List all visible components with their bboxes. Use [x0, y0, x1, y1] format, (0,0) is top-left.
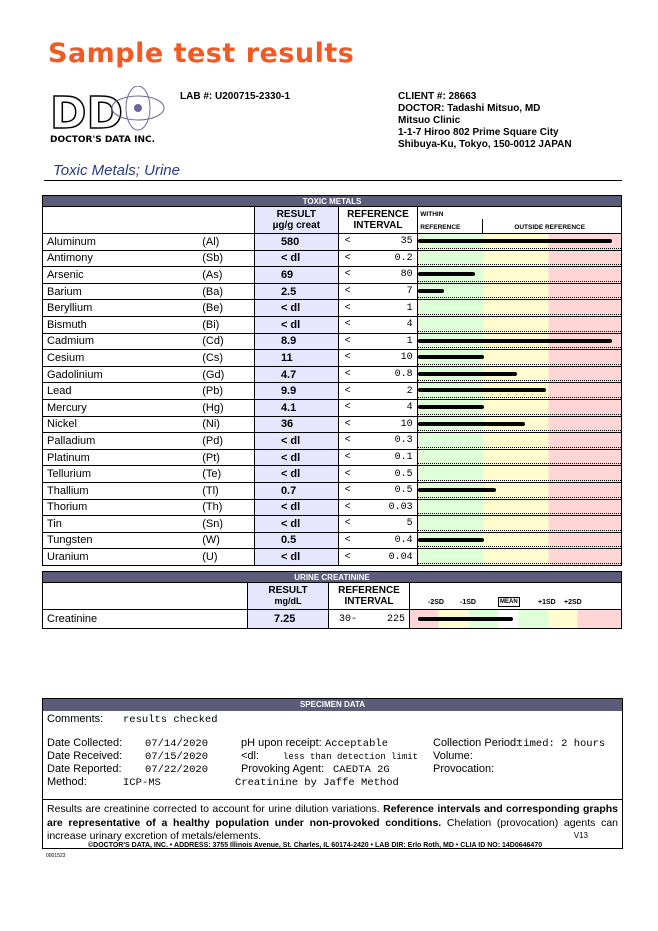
ref-operator: <: [344, 319, 351, 331]
analyte-name: Cesium: [43, 350, 203, 367]
table-row: [43, 333, 622, 350]
analyte-reference: [338, 499, 418, 516]
ref-operator: <: [344, 402, 351, 414]
result-graph: [418, 516, 622, 533]
analyte-name: Cadmium: [43, 333, 203, 350]
ref-value: 0.3: [394, 435, 413, 447]
clinic-name: Mitsuo Clinic: [398, 115, 461, 126]
analyte-result: 7.25: [248, 610, 329, 629]
table-row: [43, 499, 622, 516]
ref-operator: <: [344, 468, 351, 480]
result-bar: [418, 388, 546, 392]
table-row: [43, 416, 622, 433]
specimen-notes: [43, 800, 622, 848]
result-graph: [418, 316, 622, 333]
analyte-reference: [338, 383, 418, 400]
analyte-symbol: (Pb): [202, 383, 254, 400]
ref-operator: <: [344, 385, 351, 397]
analyte-result: 69: [254, 267, 338, 284]
comments-value: results checked: [123, 714, 218, 726]
graph-dotted-line: [418, 480, 621, 481]
note-part-a: Results are creatinine corrected to account for urine dilution variations.: [47, 803, 384, 815]
ref-value: 2: [406, 385, 413, 397]
result-column-header: [254, 207, 338, 234]
graph-dotted-line: [418, 380, 621, 381]
analyte-reference: [338, 316, 418, 333]
creatinine-graph: [410, 610, 622, 629]
table-row: [43, 532, 622, 549]
result-bar: [418, 617, 513, 621]
cr-unit: mg/dL: [274, 596, 302, 606]
ref-operator: <: [344, 252, 351, 264]
table-row: [43, 549, 622, 566]
analyte-symbol: (As): [202, 267, 254, 284]
agent-value: CAEDTA 2G: [333, 764, 390, 776]
result-bar: [418, 488, 496, 492]
result-graph: [418, 416, 622, 433]
analyte-symbol: (Pt): [202, 449, 254, 466]
page-title: Sample test results: [48, 38, 355, 69]
analyte-symbol: (Tl): [202, 482, 254, 499]
analyte-result: 580: [254, 234, 338, 251]
analyte-symbol: (Te): [202, 466, 254, 483]
analyte-name: Uranium: [43, 549, 203, 566]
result-graph: [418, 482, 622, 499]
analyte-name: Tin: [43, 516, 203, 533]
comments-label: Comments:: [47, 713, 104, 725]
analyte-result: 0.7: [254, 482, 338, 499]
analyte-result: < dl: [254, 499, 338, 516]
table-row: [43, 234, 622, 251]
analyte-result: 4.1: [254, 399, 338, 416]
table-row: [43, 399, 622, 416]
received-label: Date Received:: [47, 750, 123, 762]
sd-minus-1: -1SD: [460, 599, 476, 606]
graph-column-header: [418, 207, 622, 234]
address-line-2: Shibuya-Ku, Tokyo, 150-0012 JAPAN: [398, 139, 572, 150]
lab-number: LAB #: U200715-2330-1: [180, 91, 291, 102]
analyte-reference: [338, 350, 418, 367]
ref-value: 10: [400, 418, 413, 430]
ref-value: 0.4: [394, 534, 413, 546]
result-bar: [418, 538, 484, 542]
ref-value: 1: [406, 302, 413, 314]
table-row: [43, 449, 622, 466]
method-value: ICP-MS: [123, 777, 161, 789]
ref-operator: <: [344, 518, 351, 530]
blank-header-cell: [43, 207, 255, 234]
analyte-result: < dl: [254, 466, 338, 483]
ref-operator: <: [344, 236, 351, 248]
outside-reference-label: OUTSIDE REFERENCE: [514, 224, 586, 231]
result-label: RESULT: [276, 209, 316, 220]
cr-result-label: RESULT: [268, 585, 308, 596]
analyte-result: < dl: [254, 433, 338, 450]
analyte-name: Palladium: [43, 433, 203, 450]
analyte-symbol: (Ba): [202, 283, 254, 300]
table-row: [43, 350, 622, 367]
analyte-symbol: (Sb): [202, 250, 254, 267]
ref-value: 80: [400, 269, 413, 281]
graph-dotted-line: [418, 546, 621, 547]
table-row: [43, 316, 622, 333]
ref-value: 1: [406, 335, 413, 347]
analyte-result: < dl: [254, 316, 338, 333]
ref-value: 0.2: [394, 252, 413, 264]
ref-high: 225: [386, 613, 405, 625]
toxic-metals-header: TOXIC METALS: [43, 196, 622, 207]
result-graph: [418, 366, 622, 383]
analyte-name: Aluminum: [43, 234, 203, 251]
cr-reference-header: [329, 583, 410, 610]
doctor-name: DOCTOR: Tadashi Mitsuo, MD: [398, 103, 541, 114]
creatinine-header: URINE CREATININE: [43, 572, 622, 583]
analyte-symbol: (Bi): [202, 316, 254, 333]
ref-value: 4: [406, 402, 413, 414]
section-divider: [44, 180, 622, 181]
client-block: [398, 91, 572, 151]
analyte-result: < dl: [254, 300, 338, 317]
reported-label: Date Reported:: [47, 763, 122, 775]
ref-value: 0.8: [394, 369, 413, 381]
result-bar: [418, 355, 484, 359]
graph-dotted-line: [418, 264, 621, 265]
ref-value: 0.04: [388, 551, 413, 563]
ref-operator: <: [344, 269, 351, 281]
analyte-reference: [338, 366, 418, 383]
graph-dotted-line: [418, 447, 621, 448]
creatinine-row: [43, 610, 622, 629]
sd-scale-header: [410, 583, 622, 610]
result-graph: [418, 449, 622, 466]
analyte-result: 8.9: [254, 333, 338, 350]
ref-operator: <: [344, 352, 351, 364]
collected-value: 07/14/2020: [145, 738, 209, 750]
analyte-name: Arsenic: [43, 267, 203, 284]
analyte-reference: [338, 449, 418, 466]
analyte-name: Tungsten: [43, 532, 203, 549]
table-row: [43, 516, 622, 533]
analyte-result: 11: [254, 350, 338, 367]
analyte-name: Beryllium: [43, 300, 203, 317]
analyte-result: 4.7: [254, 366, 338, 383]
ref-value: 35: [400, 236, 413, 248]
ref-operator: <: [344, 302, 351, 314]
analyte-symbol: (Al): [202, 234, 254, 251]
provocation-label: Provocation:: [433, 763, 495, 775]
result-graph: [418, 250, 622, 267]
analyte-name: Mercury: [43, 399, 203, 416]
analyte-name: Gadolinium: [43, 366, 203, 383]
analyte-result: 2.5: [254, 283, 338, 300]
collected-label: Date Collected:: [47, 737, 123, 749]
ref-value: 5: [406, 518, 413, 530]
graph-dotted-line: [418, 397, 621, 398]
graph-dotted-line: [418, 414, 621, 415]
interval-label: INTERVAL: [353, 220, 403, 231]
result-graph: [418, 283, 622, 300]
analyte-reference: [329, 610, 410, 629]
analyte-name: Tellurium: [43, 466, 203, 483]
analyte-reference: [338, 466, 418, 483]
table-row: [43, 366, 622, 383]
result-bar: [418, 405, 484, 409]
ref-value: 0.03: [388, 501, 413, 513]
svg-text:DD: DD: [50, 88, 124, 139]
sd-minus-2: -2SD: [428, 599, 444, 606]
analyte-reference: [338, 482, 418, 499]
analyte-reference: [338, 250, 418, 267]
cr-result-header: [248, 583, 329, 610]
table-row: [43, 482, 622, 499]
analyte-reference: [338, 267, 418, 284]
graph-dotted-line: [418, 364, 621, 365]
analyte-symbol: (Be): [202, 300, 254, 317]
graph-dotted-line: [418, 430, 621, 431]
result-bar: [418, 272, 474, 276]
ref-value: 7: [406, 286, 413, 298]
specimen-header: SPECIMEN DATA: [43, 699, 622, 711]
sd-plus-2: +2SD: [564, 599, 582, 606]
analyte-reference: [338, 399, 418, 416]
ref-operator: <: [344, 452, 351, 464]
analyte-symbol: (U): [202, 549, 254, 566]
table-row: [43, 383, 622, 400]
method-label: Method:: [47, 776, 87, 788]
analyte-symbol: (Gd): [202, 366, 254, 383]
dl-value: less than detection limit: [283, 752, 419, 762]
analyte-reference: [338, 549, 418, 566]
graph-dotted-line: [418, 513, 621, 514]
result-graph: [418, 532, 622, 549]
analyte-symbol: (Ni): [202, 416, 254, 433]
analyte-reference: [338, 333, 418, 350]
graph-dotted-line: [418, 347, 621, 348]
sd-mean: MEAN: [500, 599, 518, 605]
analyte-symbol: (Hg): [202, 399, 254, 416]
creatinine-method: Creatinine by Jaffe Method: [235, 777, 399, 789]
client-number: CLIENT #: 28663: [398, 91, 477, 102]
analyte-result: < dl: [254, 449, 338, 466]
result-graph: [418, 333, 622, 350]
result-graph: [418, 267, 622, 284]
result-graph: [418, 234, 622, 251]
analyte-symbol: (Sn): [202, 516, 254, 533]
result-graph: [418, 549, 622, 566]
graph-header-divider: [482, 219, 483, 233]
blank-header-cell: [43, 583, 248, 610]
table-row: [43, 433, 622, 450]
reported-value: 07/22/2020: [145, 764, 209, 776]
ref-operator: <: [344, 418, 351, 430]
analyte-reference: [338, 532, 418, 549]
result-bar: [418, 289, 443, 293]
result-graph: [418, 466, 622, 483]
graph-dotted-line: [418, 331, 621, 332]
ref-value: 0.5: [394, 485, 413, 497]
result-graph: [418, 300, 622, 317]
graph-dotted-line: [418, 281, 621, 282]
graph-dotted-line: [418, 248, 621, 249]
result-bar: [418, 339, 612, 343]
graph-dotted-line: [418, 463, 621, 464]
ref-operator: <: [344, 551, 351, 563]
toxic-metals-table: [42, 195, 622, 566]
table-row: [43, 267, 622, 284]
table-row: [43, 300, 622, 317]
analyte-name: Lead: [43, 383, 203, 400]
analyte-name: Platinum: [43, 449, 203, 466]
analyte-reference: [338, 416, 418, 433]
graph-dotted-line: [418, 314, 621, 315]
analyte-result: 0.5: [254, 532, 338, 549]
result-bar: [418, 422, 525, 426]
ref-operator: <: [344, 485, 351, 497]
dl-label: <dl:: [241, 750, 260, 762]
ph-value: Acceptable: [325, 738, 389, 750]
analyte-result: < dl: [254, 516, 338, 533]
specimen-data-box: [42, 698, 623, 849]
analyte-name: Thorium: [43, 499, 203, 516]
reference-label: REFERENCE: [347, 209, 409, 220]
received-value: 07/15/2020: [145, 751, 209, 763]
graph-dotted-line: [418, 297, 621, 298]
note-part-b: Reference intervals and corresponding graphs are representative of a healthy population under non-provoked conditions.: [47, 803, 618, 829]
analyte-reference: [338, 234, 418, 251]
analyte-symbol: (W): [202, 532, 254, 549]
ph-label: pH upon receipt:: [241, 737, 322, 749]
analyte-result: 36: [254, 416, 338, 433]
analyte-name: Bismuth: [43, 316, 203, 333]
result-graph: [418, 383, 622, 400]
result-graph: [418, 499, 622, 516]
creatinine-table: [42, 571, 622, 629]
page-code: 0001523: [46, 853, 66, 859]
ref-value: 0.5: [394, 468, 413, 480]
analyte-symbol: (Th): [202, 499, 254, 516]
analyte-symbol: (Cd): [202, 333, 254, 350]
note-part-c: Chelation (provocation) agents can increase urinary excretion of metals/elements.: [47, 816, 619, 842]
table-row: [43, 466, 622, 483]
analyte-name: Thallium: [43, 482, 203, 499]
result-graph: [418, 433, 622, 450]
within-label: WITHIN: [420, 211, 444, 218]
address-line-1: 1-1-7 Hiroo 802 Prime Square City: [398, 127, 559, 138]
sd-plus-1: +1SD: [538, 599, 556, 606]
result-bar: [418, 372, 517, 376]
period-label: Collection Period:: [433, 737, 520, 749]
analyte-reference: [338, 300, 418, 317]
table-row: [43, 250, 622, 267]
ref-operator: <: [344, 435, 351, 447]
version: V13: [573, 831, 588, 840]
analyte-name: Barium: [43, 283, 203, 300]
analyte-name: Antimony: [43, 250, 203, 267]
ref-operator: <: [344, 534, 351, 546]
section-title: Toxic Metals; Urine: [53, 162, 180, 179]
ref-operator: <: [344, 501, 351, 513]
result-graph: [418, 350, 622, 367]
result-graph: [418, 399, 622, 416]
analyte-result: < dl: [254, 549, 338, 566]
graph-dotted-line: [418, 530, 621, 531]
reference-graph-label: REFERENCE: [420, 224, 461, 231]
svg-text:DOCTOR'S DATA INC.: DOCTOR'S DATA INC.: [50, 135, 155, 145]
analyte-symbol: (Cs): [202, 350, 254, 367]
ref-operator: <: [344, 335, 351, 347]
graph-dotted-line: [418, 563, 621, 564]
analyte-name: Creatinine: [43, 610, 248, 629]
analyte-symbol: (Pd): [202, 433, 254, 450]
result-bar: [418, 239, 612, 243]
cr-interval-label: INTERVAL: [344, 596, 394, 607]
period-value: timed: 2 hours: [517, 738, 606, 750]
ref-operator: <: [344, 369, 351, 381]
table-row: [43, 283, 622, 300]
analyte-name: Nickel: [43, 416, 203, 433]
graph-dotted-line: [418, 497, 621, 498]
analyte-reference: [338, 283, 418, 300]
cr-reference-label: REFERENCE: [338, 585, 400, 596]
ref-value: 10: [400, 352, 413, 364]
analyte-reference: [338, 433, 418, 450]
reference-column-header: [338, 207, 418, 234]
result-unit: µg/g creat: [272, 220, 321, 231]
agent-label: Provoking Agent:: [241, 763, 325, 775]
ref-low: 30-: [338, 613, 357, 625]
volume-label: Volume:: [433, 750, 473, 762]
doctors-data-logo: [46, 86, 174, 146]
analyte-reference: [338, 516, 418, 533]
ref-value: 4: [406, 319, 413, 331]
ref-value: 0.1: [394, 452, 413, 464]
footer-text: ©DOCTOR'S DATA, INC. • ADDRESS: 3755 Illinois Avenue, St. Charles, IL 60174-2420 • LAB DIR: Erlo Roth, MD • CLIA ID NO: 14D0646470: [88, 842, 543, 849]
analyte-result: < dl: [254, 250, 338, 267]
analyte-result: 9.9: [254, 383, 338, 400]
ref-operator: <: [344, 286, 351, 298]
